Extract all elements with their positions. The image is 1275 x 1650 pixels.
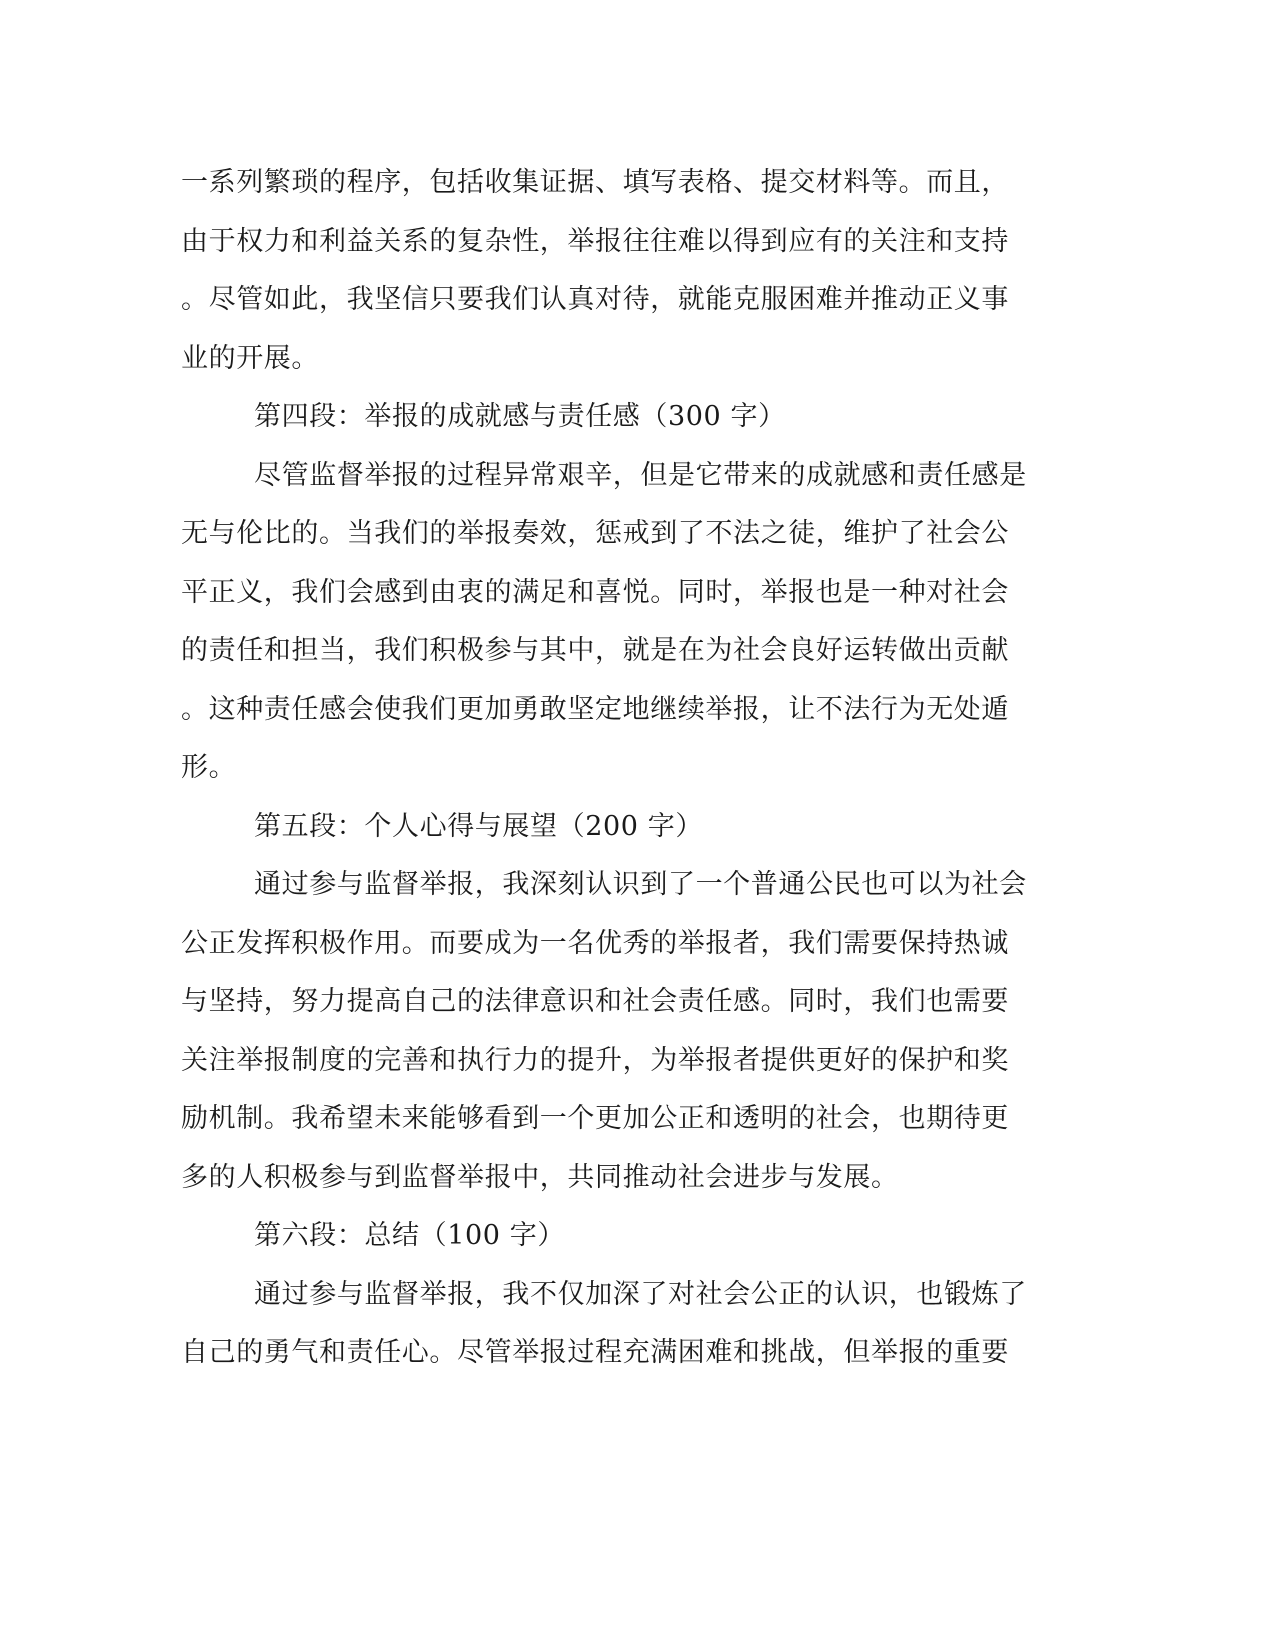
text-line: 与坚持，努力提高自己的法律意识和社会责任感。同时，我们也需要 (181, 986, 1009, 1017)
section-heading: 第五段：个人心得与展望（200 字） (254, 810, 703, 842)
text-line: 的责任和担当，我们积极参与其中，就是在为社会良好运转做出贡献 (181, 635, 1009, 666)
text-line: 通过参与监督举报，我不仅加深了对社会公正的认识，也锻炼了 (254, 1278, 1027, 1310)
text-line: 励机制。我希望未来能够看到一个更加公正和透明的社会，也期待更 (181, 1103, 1009, 1134)
text-line: 一系列繁琐的程序，包括收集证据、填写表格、提交材料等。而且， (181, 167, 1009, 198)
text-line: 无与伦比的。当我们的举报奏效，惩戒到了不法之徒，维护了社会公 (181, 518, 1009, 549)
text-line: 公正发挥积极作用。而要成为一名优秀的举报者，我们需要保持热诚 (181, 927, 1009, 959)
text-line: 平正义，我们会感到由衷的满足和喜悦。同时，举报也是一种对社会 (181, 576, 1009, 608)
section-heading: 第六段：总结（100 字） (254, 1220, 565, 1251)
text-line: 通过参与监督举报，我深刻认识到了一个普通公民也可以为社会 (254, 869, 1027, 900)
text-line: 尽管监督举报的过程异常艰辛，但是它带来的成就感和责任感是 (254, 459, 1027, 491)
text-line: 由于权力和利益关系的复杂性，举报往往难以得到应有的关注和支持 (181, 225, 1009, 257)
text-line: 业的开展。 (181, 342, 319, 374)
text-line: 形。 (181, 752, 237, 783)
section-heading: 第四段：举报的成就感与责任感（300 字） (254, 401, 786, 432)
text-line: 。尽管如此，我坚信只要我们认真对待，就能克服困难并推动正义事 (181, 284, 1009, 315)
document-body (181, 154, 1031, 1383)
text-line: 自己的勇气和责任心。尽管举报过程充满困难和挑战，但举报的重要 (181, 1337, 1009, 1368)
text-line: 。这种责任感会使我们更加勇敢坚定地继续举报，让不法行为无处遁 (181, 693, 1009, 725)
text-line: 关注举报制度的完善和执行力的提升，为举报者提供更好的保护和奖 (181, 1044, 1009, 1076)
text-line: 多的人积极参与到监督举报中，共同推动社会进步与发展。 (181, 1161, 899, 1193)
